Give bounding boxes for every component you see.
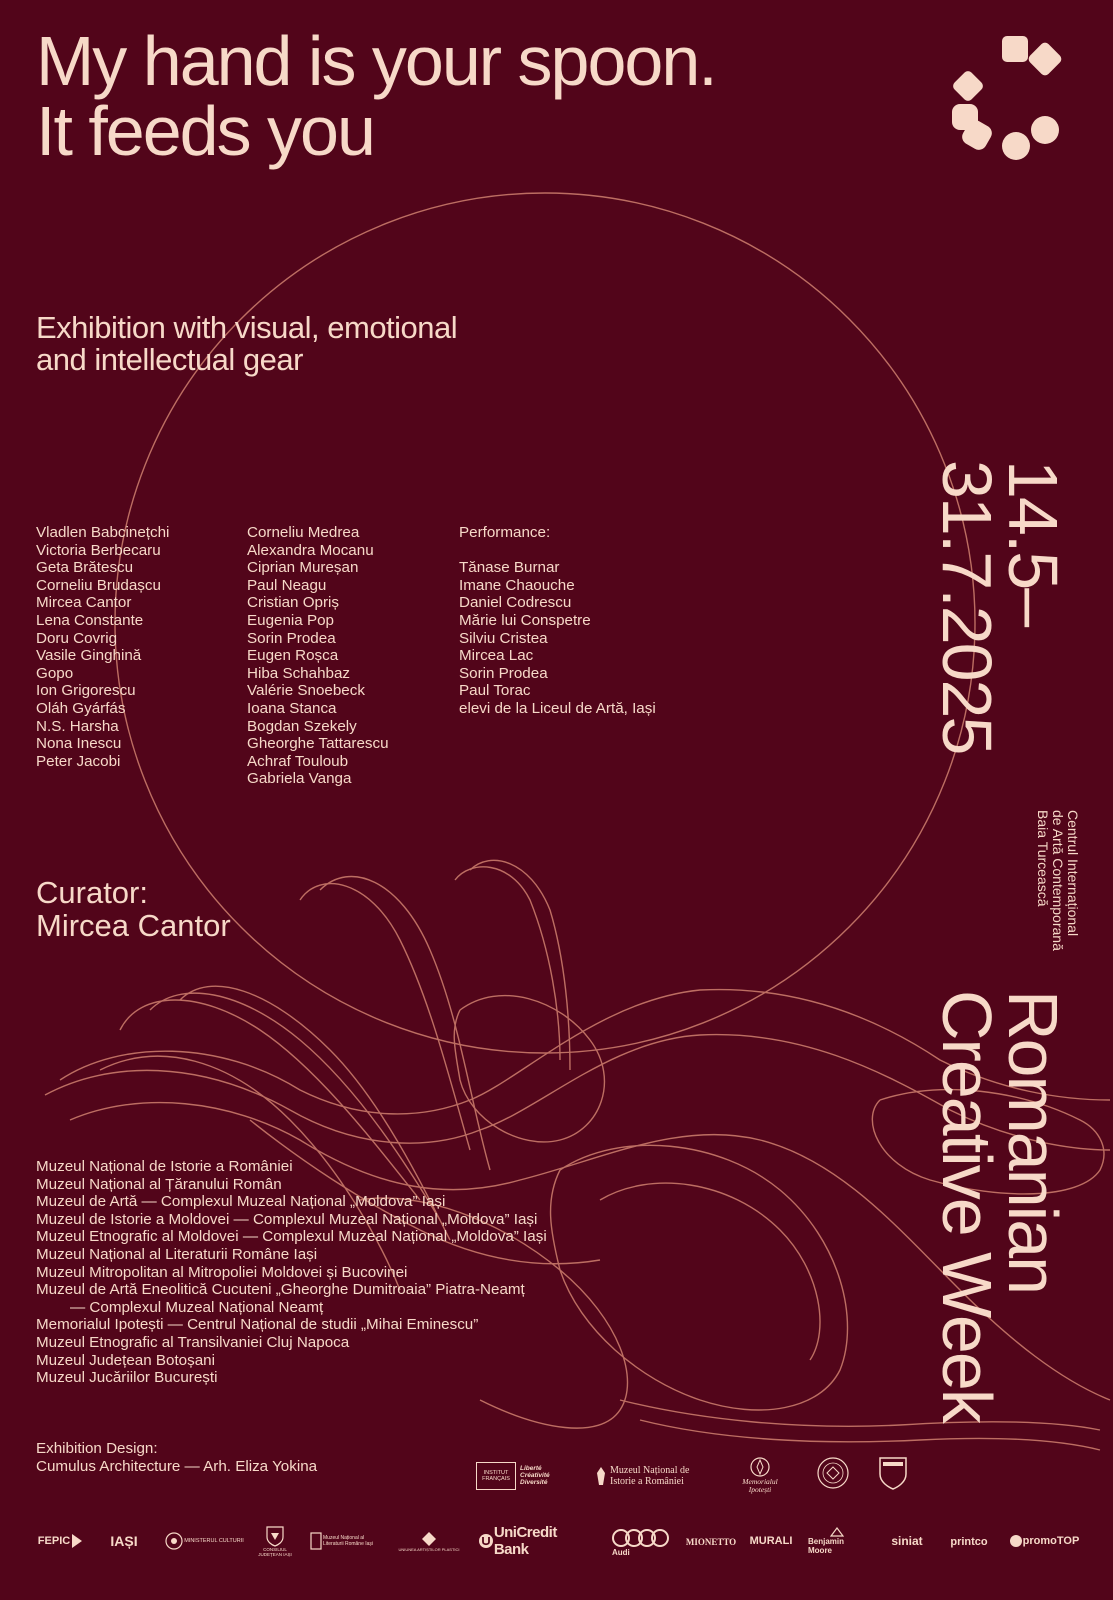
museum-item: Muzeul de Artă — Complexul Muzeal Național „Moldova” Iași xyxy=(36,1193,446,1211)
artist-name: Alexandra Mocanu xyxy=(247,541,374,559)
institut-francais-text: INSTITUT FRANÇAIS xyxy=(482,1470,510,1482)
venue-name xyxy=(1035,810,1080,951)
iasi-city-logo xyxy=(102,1528,146,1554)
performer-name: Tănase Burnar xyxy=(459,559,560,577)
mnir-logo xyxy=(592,1464,712,1488)
figure-icon xyxy=(592,1465,610,1487)
mnlr-text: Muzeul Național al Literaturii Române Iași xyxy=(323,1535,374,1547)
museum-item: Memorialul Ipotești — Centrul Național de studii „Mihai Eminescu” xyxy=(36,1316,479,1334)
event-name xyxy=(928,990,1072,1422)
siniat-logo xyxy=(884,1530,930,1552)
subtitle-line-1: Exhibition with visual, emotional xyxy=(36,310,458,345)
curator-name: Mircea Cantor xyxy=(36,908,231,943)
audi-logo xyxy=(610,1524,670,1560)
benjamin-moore-logo xyxy=(808,1526,866,1556)
artist-name: Mircea Cantor xyxy=(36,594,132,612)
museum-list xyxy=(36,1158,547,1387)
performer-name: Paul Torac xyxy=(459,682,531,700)
performer-name: Imane Chaouche xyxy=(459,576,575,594)
printco-logo xyxy=(948,1530,990,1554)
curator-label: Curator: xyxy=(36,875,148,910)
printco-text: printco xyxy=(950,1536,988,1548)
artists-column-2 xyxy=(247,524,389,788)
memorial-emblem-icon xyxy=(749,1456,771,1478)
poster-title xyxy=(36,22,716,170)
event-line-2: Creative Week xyxy=(928,990,1006,1422)
mnir-text: Muzeul Național de Istorie a României xyxy=(610,1465,690,1487)
artist-name: Eugenia Pop xyxy=(247,611,334,629)
artist-name: Vladlen Babcinețchi xyxy=(36,524,170,541)
title-line-2: It feeds you xyxy=(36,92,374,170)
artist-name: Sorin Prodea xyxy=(247,629,336,647)
performance-heading: Performance: xyxy=(459,524,551,541)
artist-name: Ion Grigorescu xyxy=(36,682,136,700)
artist-name: Ioana Stanca xyxy=(247,699,337,717)
unicredit-emblem-icon xyxy=(478,1533,494,1549)
ministry-emblem-icon xyxy=(164,1531,184,1551)
artist-name: Doru Covrig xyxy=(36,629,118,647)
performance-column xyxy=(459,524,656,718)
county-crest-icon xyxy=(265,1525,285,1547)
performer-name: Silviu Cristea xyxy=(459,629,548,647)
artist-name: Valérie Snoebeck xyxy=(247,682,365,700)
ministry-culture-logo xyxy=(164,1530,244,1552)
mionetto-logo xyxy=(686,1530,736,1554)
museum-item: Muzeul de Istorie a Moldovei — Complexul Muzeal Național „Moldova” Iași xyxy=(36,1210,538,1228)
promotop-logo xyxy=(1008,1530,1080,1552)
museum-item: Muzeul de Artă Eneolitică Cucuteni „Gheorghe Dumitroaia” Piatra-Neamț xyxy=(36,1281,525,1299)
performer-name: elevi de la Liceul de Artă, Iași xyxy=(459,699,656,717)
performer-name: Daniel Codrescu xyxy=(459,594,572,612)
dates-line-2: 31.7.2025 xyxy=(928,460,1006,754)
shield-icon xyxy=(878,1456,908,1490)
artist-name: Lena Constante xyxy=(36,611,144,629)
artist-name: Eugen Roșca xyxy=(247,647,339,665)
artist-name: N.S. Harsha xyxy=(36,717,119,735)
artist-name: Nona Inescu xyxy=(36,735,122,753)
artist-name: Ciprian Mureșan xyxy=(247,559,359,577)
museum-item: Muzeul Național de Istorie a României xyxy=(36,1158,293,1175)
venue-line-1: Centrul Internațional xyxy=(1065,810,1081,937)
artist-name: Gopo xyxy=(36,664,74,682)
uap-text: UNIUNEA ARTIȘTILOR PLASTICI xyxy=(398,1546,460,1552)
seal-emblem-icon xyxy=(816,1456,850,1490)
benjamin-text: Benjamin Moore xyxy=(808,1537,845,1555)
museum-item: Muzeul Etnografic al Transilvaniei Cluj Napoca xyxy=(36,1333,350,1351)
county-text: CONSILIUL JUDEȚEAN IAȘI xyxy=(258,1547,292,1557)
performer-name: Sorin Prodea xyxy=(459,664,548,682)
fepic-arrow-icon xyxy=(70,1532,84,1550)
design-value: Cumulus Architecture — Arh. Eliza Yokina xyxy=(36,1457,318,1475)
venue-line-3: Baia Turcească xyxy=(1035,810,1051,907)
exhibition-design-credit xyxy=(36,1440,317,1475)
artist-name: Oláh Gyárfás xyxy=(36,699,126,717)
county-council-logo xyxy=(258,1520,292,1562)
museum-item: Muzeul Jucăriilor București xyxy=(36,1369,218,1387)
museum-item: Muzeul Mitropolitan al Mitropoliei Moldovei și Bucovinei xyxy=(36,1263,408,1281)
artist-name: Peter Jacobi xyxy=(36,752,121,770)
museum-item: Muzeul Etnografic al Moldovei — Complexul Muzeal Național „Moldova” Iași xyxy=(36,1228,547,1246)
memorial-text: Memorialul Ipotești xyxy=(742,1477,778,1494)
artist-name: Victoria Berbecaru xyxy=(36,541,161,559)
organizer-logo-icon xyxy=(950,34,1070,164)
artist-name: Geta Brătescu xyxy=(36,559,134,577)
exhibition-subtitle xyxy=(36,312,457,376)
artist-name: Corneliu Brudașcu xyxy=(36,576,161,594)
artist-name: Gheorghe Tattarescu xyxy=(247,735,389,753)
benjamin-triangle-icon xyxy=(830,1527,844,1537)
mnlr-logo xyxy=(308,1528,376,1554)
venue-line-2: de Artă Contemporană xyxy=(1050,810,1066,951)
unicredit-text: UniCredit Bank xyxy=(493,1524,557,1558)
audi-rings-icon xyxy=(611,1528,669,1548)
iasi-text: IAȘI xyxy=(110,1533,138,1549)
mnlr-emblem-icon xyxy=(309,1531,323,1551)
performer-name: Mărie lui Conspetre xyxy=(459,611,591,629)
unicredit-logo xyxy=(478,1524,594,1558)
title-line-1: My hand is your spoon. xyxy=(36,22,716,100)
promotop-text: promoTOP xyxy=(1022,1535,1080,1547)
uap-emblem-icon xyxy=(421,1531,437,1547)
museum-item: Muzeul Național al Țăranului Român xyxy=(36,1175,282,1193)
institut-francais-logo xyxy=(476,1462,516,1490)
fepic-logo xyxy=(36,1528,86,1554)
museum-item: Muzeul Județean Botoșani xyxy=(36,1351,215,1369)
uap-logo xyxy=(396,1526,462,1556)
artist-name: Vasile Ginghină xyxy=(36,647,142,665)
promotop-emblem-icon xyxy=(1009,1534,1023,1548)
artist-name: Corneliu Medrea xyxy=(247,524,360,541)
siniat-text: siniat xyxy=(891,1534,923,1548)
ministry-text: MINISTERUL CULTURII xyxy=(184,1538,244,1544)
artist-name: Achraf Touloub xyxy=(247,752,349,770)
murali-logo xyxy=(750,1530,792,1552)
institut-francais-motto xyxy=(520,1462,566,1488)
memorial-ipotesti-logo xyxy=(738,1452,782,1498)
performer-name: Mircea Lac xyxy=(459,647,534,665)
murali-text: MURALI xyxy=(749,1535,793,1547)
dates-line-1: 14.5– xyxy=(994,460,1072,626)
artists-column-1 xyxy=(36,524,169,770)
artist-name: Cristian Opriș xyxy=(247,594,339,612)
subtitle-line-2: and intellectual gear xyxy=(36,342,303,377)
artist-name: Bogdan Szekely xyxy=(247,717,357,735)
event-dates xyxy=(928,460,1072,754)
museum-item: Muzeul Național al Literaturii Române Iași xyxy=(36,1245,318,1263)
event-line-1: Romanian xyxy=(994,990,1072,1294)
mionetto-text: MIONETTO xyxy=(685,1537,737,1547)
artist-name: Gabriela Vanga xyxy=(247,770,352,788)
artist-name: Hiba Schahbaz xyxy=(247,664,351,682)
museum-item: — Complexul Muzeal Național Neamț xyxy=(70,1298,324,1316)
design-label: Exhibition Design: xyxy=(36,1440,158,1457)
fepic-text: FEPIC xyxy=(37,1535,71,1547)
artist-name: Paul Neagu xyxy=(247,576,327,594)
motto-text: Liberté Créativité Diversité xyxy=(520,1464,550,1486)
curator-block xyxy=(36,876,231,942)
audi-text: Audi xyxy=(612,1547,630,1557)
